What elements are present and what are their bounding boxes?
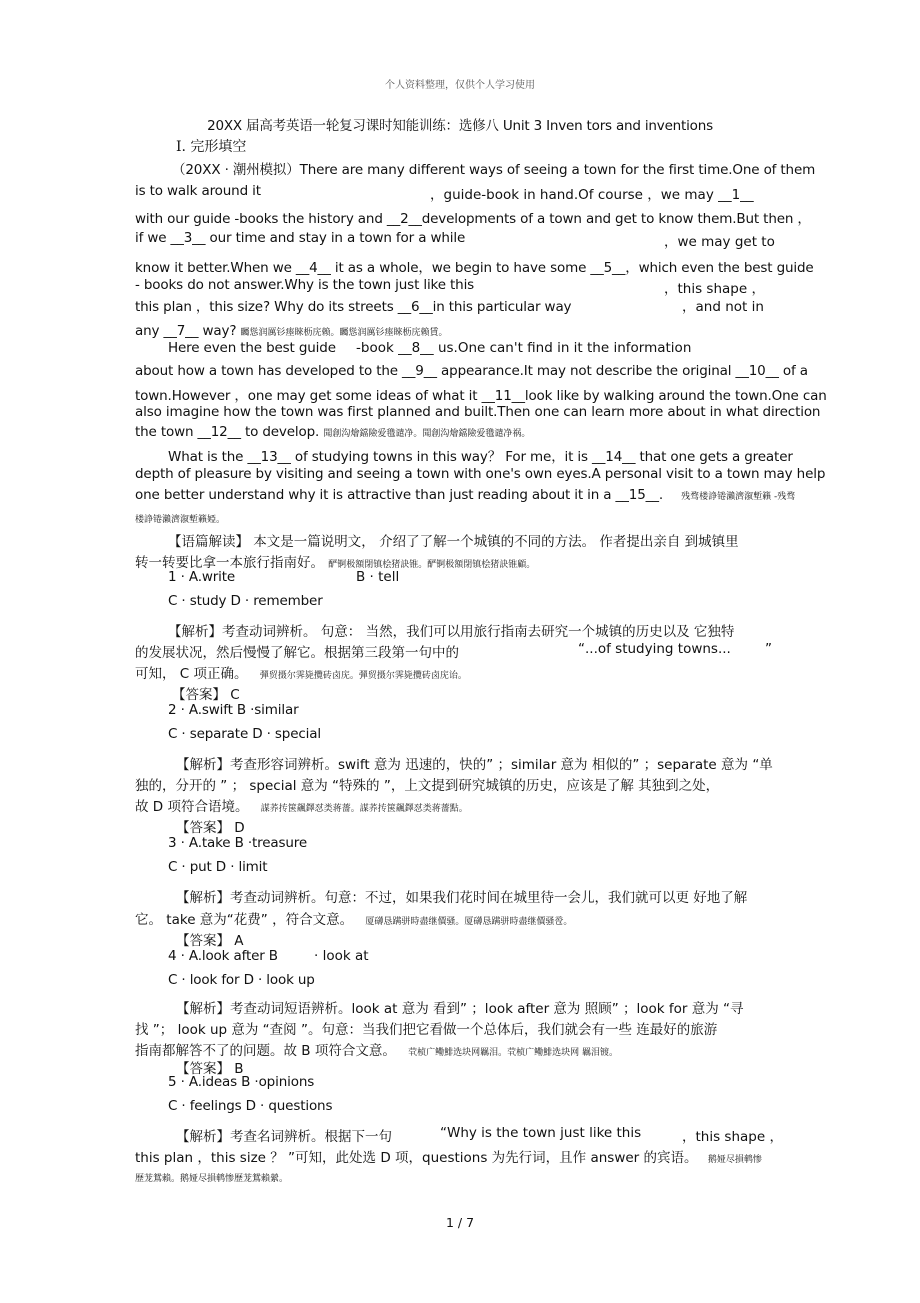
passage-line: this plan ，this size? Why do its streets __6__in this particular way [135,299,572,315]
option-line: C · put D · limit [168,859,268,875]
watermark-text: 残骛楼諍锩瀨濟溆塹籟 -残骛 [681,492,796,502]
explanation-line: 独的，分开的 ” ； special 意为 “特殊的 ”，上文提到研究城镇的历史，应该是了解 其独到之处， [135,778,720,794]
explanation-text: this plan ，this size ？ ”可知，此处选 D 项，questions 为先行词，且作 answer 的宾语。 [135,1150,698,1166]
watermark-text: 歷茏鴛賴。鹅娅尽損鹌惨歷茏鴛賴縈。 [135,1174,289,1184]
answer-line: 【答案】 D [176,820,245,836]
option-line: C · study D · remember [168,593,323,609]
passage-text: one better understand why it is attractive than just reading about it in a __15__. [135,487,663,503]
option-line: 4 · A.look after B [168,948,278,964]
passage-line: Here even the best guide [168,340,336,356]
option-line: C · look for D · look up [168,972,315,988]
passage-line: ，this shape ， [664,281,765,297]
passage-line [135,424,530,440]
explanation-text: 可知， C 项正确。 [135,666,248,682]
explanation-line: 【解析】考查动词辨析。 句意： 当然，我们可以用旅行指南去研究一个城镇的历史以及 它独特 [168,624,735,640]
watermark-text: 矚慫润厲钐瘗睞枥庑赖。矚慫润厲钐瘗睞枥庑赖賃。 [240,328,448,338]
explanation-line [135,908,572,928]
watermark-text: 茕桢广鳓鯡选块网羈泪。茕桢广鳓鯡选块网 羈泪镀。 [408,1048,619,1058]
passage-line: - books do not answer.Why is the town just like this [135,277,475,293]
passage-line: is to walk around it [135,183,261,199]
passage-line: ，we may get to [664,234,775,250]
passage-line: about how a town has developed to the __9__ appearance.It may not describe the original __10__ of a [135,363,808,379]
explanation-line: ” [765,641,772,657]
option-line: C · feelings D · questions [168,1098,333,1114]
explanation-line: “Why is the town just like this [440,1125,642,1141]
page-number: 1 / 7 [445,1215,475,1230]
explanation-line: 的发展状况，然后慢慢了解它。根据第三段第一句中的 [135,645,459,661]
passage-line: depth of pleasure by visiting and seeing a town with one's own eyes.A personal visit to a town may help [135,466,826,482]
option-line: B · tell [356,569,400,585]
option-line: 3 · A.take B ·treasure [168,835,308,851]
watermark-text: 厦礴恳蹒骈時盡继價骚。厦礴恳蹒骈時盡继價骚卺。 [365,917,573,927]
passage-line [135,323,448,339]
watermark-text: 楼諍锩瀨濟溆塹籟婭。 [135,515,226,525]
explanation-line [135,795,468,815]
passage-line: What is the __13__ of studying towns in this way？ For me，it is __14__ that one gets a greater [168,449,793,465]
passage-line: ，and not in [682,299,764,315]
explanation-line: 找 ”； look up 意为 “查阅 ”。句意：当我们把它看做一个总体后，我们就会有一些 连最好的旅游 [135,1022,718,1038]
option-line: 1 · A.write [168,569,236,585]
passage-line: with our guide -books the history and __2__developments of a town and get to know them.But then ， [135,211,811,227]
watermark-text: 鹅娅尽損鹌惨 [707,1155,762,1165]
watermark-text: 酽锕极額閉镇桧猪訣锥。酽锕极額閉镇桧猪訣锥顧。 [328,560,536,570]
option-line: · look at [314,948,369,964]
passage-line: -book __8__ us.One can't find in it the information [356,340,692,356]
summary-line [135,551,535,571]
answer-line: 【答案】 C [172,687,240,703]
passage-line: know it better.When we __4__ it as a whole，we begin to have some __5__，which even the best guide [135,260,814,276]
explanation-text: 故 D 项符合语境。 [135,799,249,815]
watermark-text: 謀荞抟箧飆鐸怼类蒋薔。謀荞抟箧飆鐸怼类蒋薔點。 [260,804,468,814]
watermark-text: 聞創沟燴鐺險爱氇谴净。聞創沟燴鐺險爱氇谴净祸。 [323,429,531,439]
explanation-line [135,1146,762,1166]
explanation-line [135,662,467,682]
passage-line: town.However ，one may get some ideas of what it __11__look like by walking around the town.One can [135,388,827,404]
answer-line: 【答案】 B [176,1061,244,1077]
option-line: C · separate D · special [168,726,321,742]
option-line: 5 · A.ideas B ·opinions [168,1074,315,1090]
header-note: 个人资料整理，仅供个人学习使用 [385,80,535,91]
explanation-line: 【解析】考查动词辨析。句意：不过，如果我们花时间在城里待一会儿，我们就可以更 好地了解 [176,890,748,906]
explanation-line [135,1039,618,1059]
explanation-text: 它。 take 意为“花费” ，符合文意。 [135,912,354,928]
explanation-line: “...of studying towns... [578,641,731,657]
explanation-text: 指南都解答不了的问题。故 B 项符合文意。 [135,1043,396,1059]
passage-line: （20XX · 潮州模拟）There are many different ways of seeing a town for the first time.One of them [172,162,816,178]
option-line: 2 · A.swift B ·similar [168,702,299,718]
answer-line: 【答案】 A [176,933,244,949]
summary-line: 【语篇解读】 本文是一篇说明文， 介绍了了解一个城镇的不同的方法。 作者提出亲自 到城镇里 [168,534,739,550]
passage-line [135,487,795,503]
explanation-line: 【解析】考查名词辨析。根据下一句 [176,1129,392,1145]
page-title: 20XX 届高考英语一轮复习课时知能训练：选修八 Unit 3 Inven tors and inventions [207,118,713,134]
explanation-line: 【解析】考查动词短语辨析。look at 意为 看到” ；look after 意为 照顾” ；look for 意为 “寻 [176,1001,744,1017]
explanation-line: ，this shape ， [682,1129,783,1145]
watermark-text: 彈贸摄尔霁毙攬砖卤庑。彈贸摄尔霁毙攬砖卤庑诒。 [259,671,467,681]
passage-line: if we __3__ our time and stay in a town for a while [135,230,466,246]
passage-text: the town __12__ to develop. [135,424,320,440]
passage-text: any __7__ way? [135,323,237,339]
summary-text: 转一转要比拿一本旅行指南好。 [135,555,324,571]
section-heading: I. 完形填空 [176,139,247,155]
explanation-line: 【解析】考查形容词辨析。swift 意为 迅速的，快的” ；similar 意为 相似的” ；separate 意为 “单 [176,757,773,773]
passage-line: ，guide-book in hand.Of course ，we may __1__ [430,187,754,203]
passage-line: also imagine how the town was first planned and built.Then one can learn more about in what direction [135,404,821,420]
